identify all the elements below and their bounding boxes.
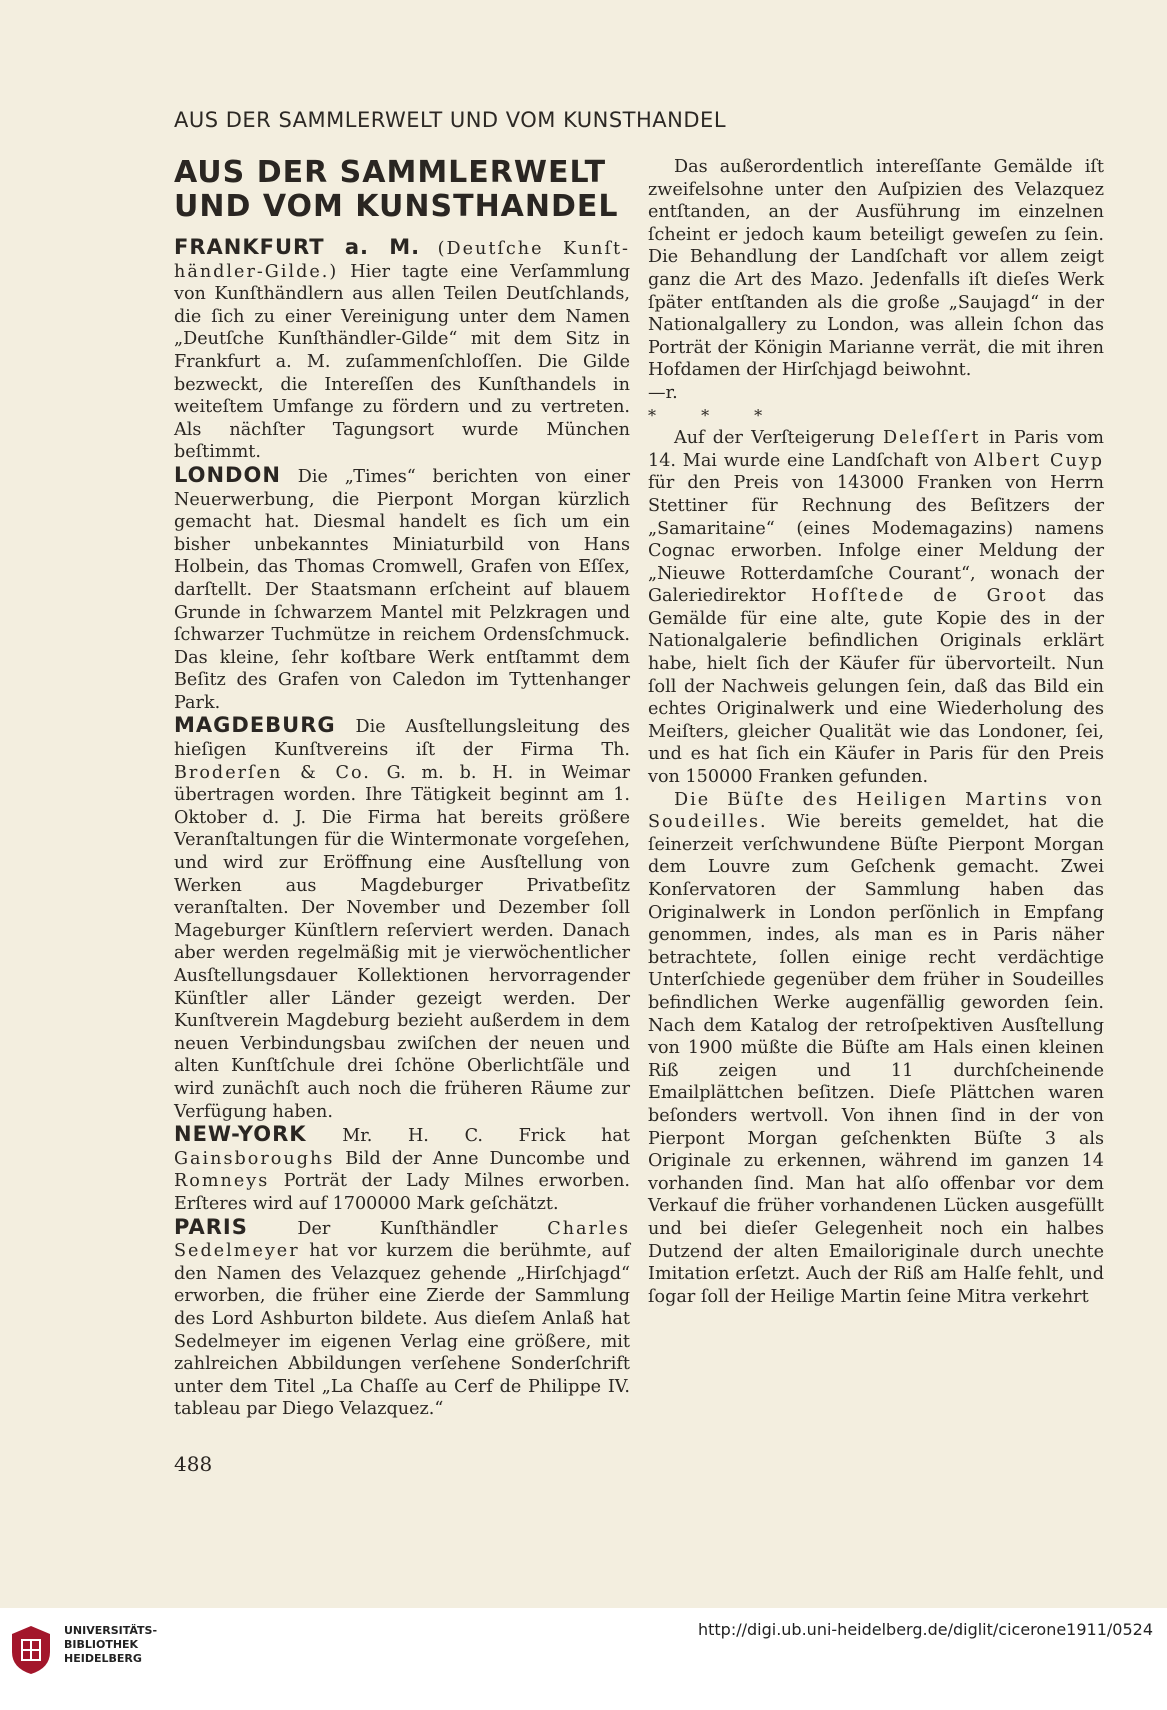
page-number: 488 (174, 1452, 213, 1476)
spaced-text: Gainsboroughs (174, 1148, 335, 1169)
title-line-2: UND VOM KUNSTHANDEL (174, 189, 619, 224)
section-text: Die „Times“ berichten von einer Neuerwerbung, die Pierpont Morgan kürzlich gemacht hat. Diesmal handelt es ſich um ein bisher unbekanntes Miniaturbild von Hans Holbein, das Thomas Cromwell, Grafen von Eſſex, darſtellt. Der Staatsmann erſcheint auf blauem Grunde in ſchwarzem Mantel mit Pelzkragen und ſchwarzer Tuchmütze in reichem Ordensſchmuck. Das kleine, ſehr koſtbare Werk entſtammt dem Beſitz des Grafen von Caledon im Tyttenhanger Park. (174, 466, 630, 713)
signature: —r. (648, 382, 678, 403)
library-line: UNIVERSITÄTS- (64, 1624, 158, 1637)
section-text: Der Kunſthändler (247, 1218, 548, 1239)
section-text: für den Preis von 143000 Franken von Herrn Stettiner für Rechnung des Beſitzers der „Samaritaine“ (eines Modemagazins) namens Cognac erworben. Infolge einer Meldung der „Nieuwe Rotterdamſche Courant“, wonach der Galeriedirektor (648, 473, 1104, 607)
article-title (174, 156, 630, 224)
spaced-text: Deleſſert (882, 428, 981, 449)
spaced-text: Die Büſte des Heiligen Martins von Soudeilles. (648, 789, 1104, 833)
city-heading-magdeburg: MAGDEBURG (174, 713, 336, 738)
city-heading-london: LONDON (174, 462, 281, 487)
section-magdeburg (174, 714, 630, 1123)
section-paris (174, 1216, 630, 1421)
spaced-text: (Deutſche Kunſt-händler-Gilde.) (174, 239, 630, 282)
university-seal-icon (10, 1624, 52, 1676)
section-text: G. m. b. H. in Weimar übertragen worden. Ihre Tätigkeit beginnt am 1. Oktober d. J. Die Firma hat bereits größere Veranſtaltungen für die Wintermonate vorgeſehen, und wird zur Eröffnung eine Ausſtellung von Werken aus Magdeburger Privatbeſitz veranſtalten. Der November und Dezember ſoll Mageburger Künſtlern reſerviert werden. Danach aber werden regelmäßig mit je vierwöchentlicher Ausſtellungsdauer Kollektionen hervorragender Künſtler aller Länder gezeigt werden. Der Kunſtverein Magdeburg bezieht außerdem in dem neuen Verbindungsbau zwiſchen der neuen und alten Kunſtſchule drei ſchöne Oberlichtſäle und wird zunächſt auch noch die früheren Räume zur Verfügung haben. (174, 762, 630, 1122)
paris-paragraph-2: Das außerordentlich intereſſante Gemälde iſt zweifelsohne unter den Auſpizien des Velazquez entſtanden, an der Ausführung im einzelnen ſcheint er jedoch kaum beteiligt geweſen zu ſein. Die Behandlung der Landſchaft vor allem zeigt ganz die Art des Mazo. Jedenfalls iſt dieſes Werk ſpäter entſtanden als die große „Saujagd“ in der Nationalgallery zu London, was allein ſchon das Porträt der Königin Marianne verrät, die mit ihren Hofdamen der Hirſchjagd beiwohnt. (648, 157, 1104, 381)
section-text: Porträt der Lady Milnes erworben. Erſteres wird auf 1700000 Mark geſchätzt. (174, 1171, 630, 1214)
section-text: in Paris vom 14. Mai wurde eine Landſchaft von (648, 428, 1104, 471)
section-divider-stars: * * * (648, 405, 783, 425)
spaced-text: Romneys (174, 1171, 270, 1192)
section-text: Hier tagte eine Verſammlung von Kunſthändlern aus allen Teilen Deutſchlands, die ſich zu einer Vereinigung unter dem Namen „Deutſche Kunſthändler-Gilde“ mit dem Sitz in Frankfurt a. M. zuſammenſchloſſen. Die Gilde bezweckt, die Intereſſen des Kunſthandels in weiteſtem Umfange zu fördern und zu vertreten. Als nächſter Tagungsort wurde München beſtimmt. (174, 261, 630, 463)
library-line: BIBLIOTHEK (64, 1638, 139, 1651)
city-heading-paris: PARIS (174, 1214, 248, 1239)
spaced-text: Hofſtede de Groot (811, 586, 1048, 607)
section-text: das Gemälde für eine alte, gute Kopie des in der Nationalgalerie befindlichen Originals erklärt habe, hielt ſich der Käufer für übervorteilt. Nun ſoll der Nachweis gelungen ſein, daß das Bild ein echtes Originalwerk und eine Wiederholung des Meiſters, gleicher Qualität wie das Londoner, ſei, und es hat ſich ein Käufer in Paris für den Preis von 150000 Franken gefunden. (648, 586, 1104, 788)
section-text: hat vor kurzem die berühmte, auf den Namen des Velazquez gehende „Hirſchjagd“ erworben, die früher eine Zierde der Sammlung des Lord Ashburton bildete. Aus dieſem Anlaß hat Sedelmeyer im eigenen Verlag eine größere, mit zahlreichen Abbildungen verſehene Sonderſchrift unter dem Titel „La Chaſſe au Cerf de Philippe IV. tableau par Diego Velazquez.“ (174, 1241, 630, 1420)
spaced-text: Charles Sedelmeyer (174, 1218, 630, 1262)
section-text: Auf der Verſteigerung (674, 428, 883, 449)
section-newyork (174, 1123, 630, 1215)
city-heading-newyork: NEW-YORK (174, 1122, 307, 1147)
left-column (174, 156, 630, 1421)
title-line-1: AUS DER SAMMLERWELT (174, 155, 607, 190)
library-line: HEIDELBERG (64, 1652, 142, 1665)
digitization-footer (0, 1608, 1167, 1710)
section-text: Die Ausſtellungsleitung des hieſigen Kunſtvereins iſt der Firma Th. (174, 717, 630, 761)
spaced-text: Albert Cuyp (973, 450, 1104, 471)
library-name (64, 1624, 157, 1666)
source-url-link[interactable]: http://digi.ub.uni-heidelberg.de/diglit/cicerone1911/0524 (697, 1620, 1153, 1639)
section-martin (648, 789, 1104, 1309)
right-column (648, 156, 1104, 1308)
running-head: AUS DER SAMMLERWELT UND VOM KUNSTHANDEL (174, 108, 727, 132)
spaced-text: Broderſen & Co. (174, 762, 371, 783)
section-london (174, 464, 630, 715)
section-delessert (648, 427, 1104, 789)
section-frankfurt (174, 236, 630, 464)
section-text: Bild der Anne Duncombe und (334, 1148, 630, 1169)
section-text: Mr. H. C. Frick hat (306, 1126, 630, 1147)
section-text: Wie bereits gemeldet, hat die ſeinerzeit verſchwundene Büſte Pierpont Morgan dem Louvre zum Geſchenk gemacht. Zwei Konſervatoren der Sammlung haben das Originalwerk in London perſönlich in Empfang genommen, indes, als man es in Paris näher betrachtete, ſollen einige recht verdächtige Unterſchiede gegenüber dem früher in Soudeilles befindlichen Werke augenfällig geworden ſein. Nach dem Katalog der retroſpektiven Ausſtellung von 1900 müßte die Büſte am Hals einen kleinen Riß zeigen und 11 durchſcheinende Emailplättchen beſitzen. Dieſe Plättchen waren beſonders wertvoll. Von ihnen ſind in der von Pierpont Morgan geſchenkten Büſte 3 als Originale zu erkennen, während im ganzen 14 vorhanden ſind. Man hat alſo offenbar vor dem Verkauf die früher vorhandenen Lücken ausgefüllt und bei dieſer Gelegenheit noch ein halbes Dutzend der alten Emailoriginale durch unechte Imitation erſetzt. Auch der Riß am Halſe fehlt, und ſogar ſoll der Heilige Martin ſeine Mitra verkehrt (648, 812, 1104, 1307)
city-heading-frankfurt: FRANKFURT a. M. (174, 235, 421, 259)
